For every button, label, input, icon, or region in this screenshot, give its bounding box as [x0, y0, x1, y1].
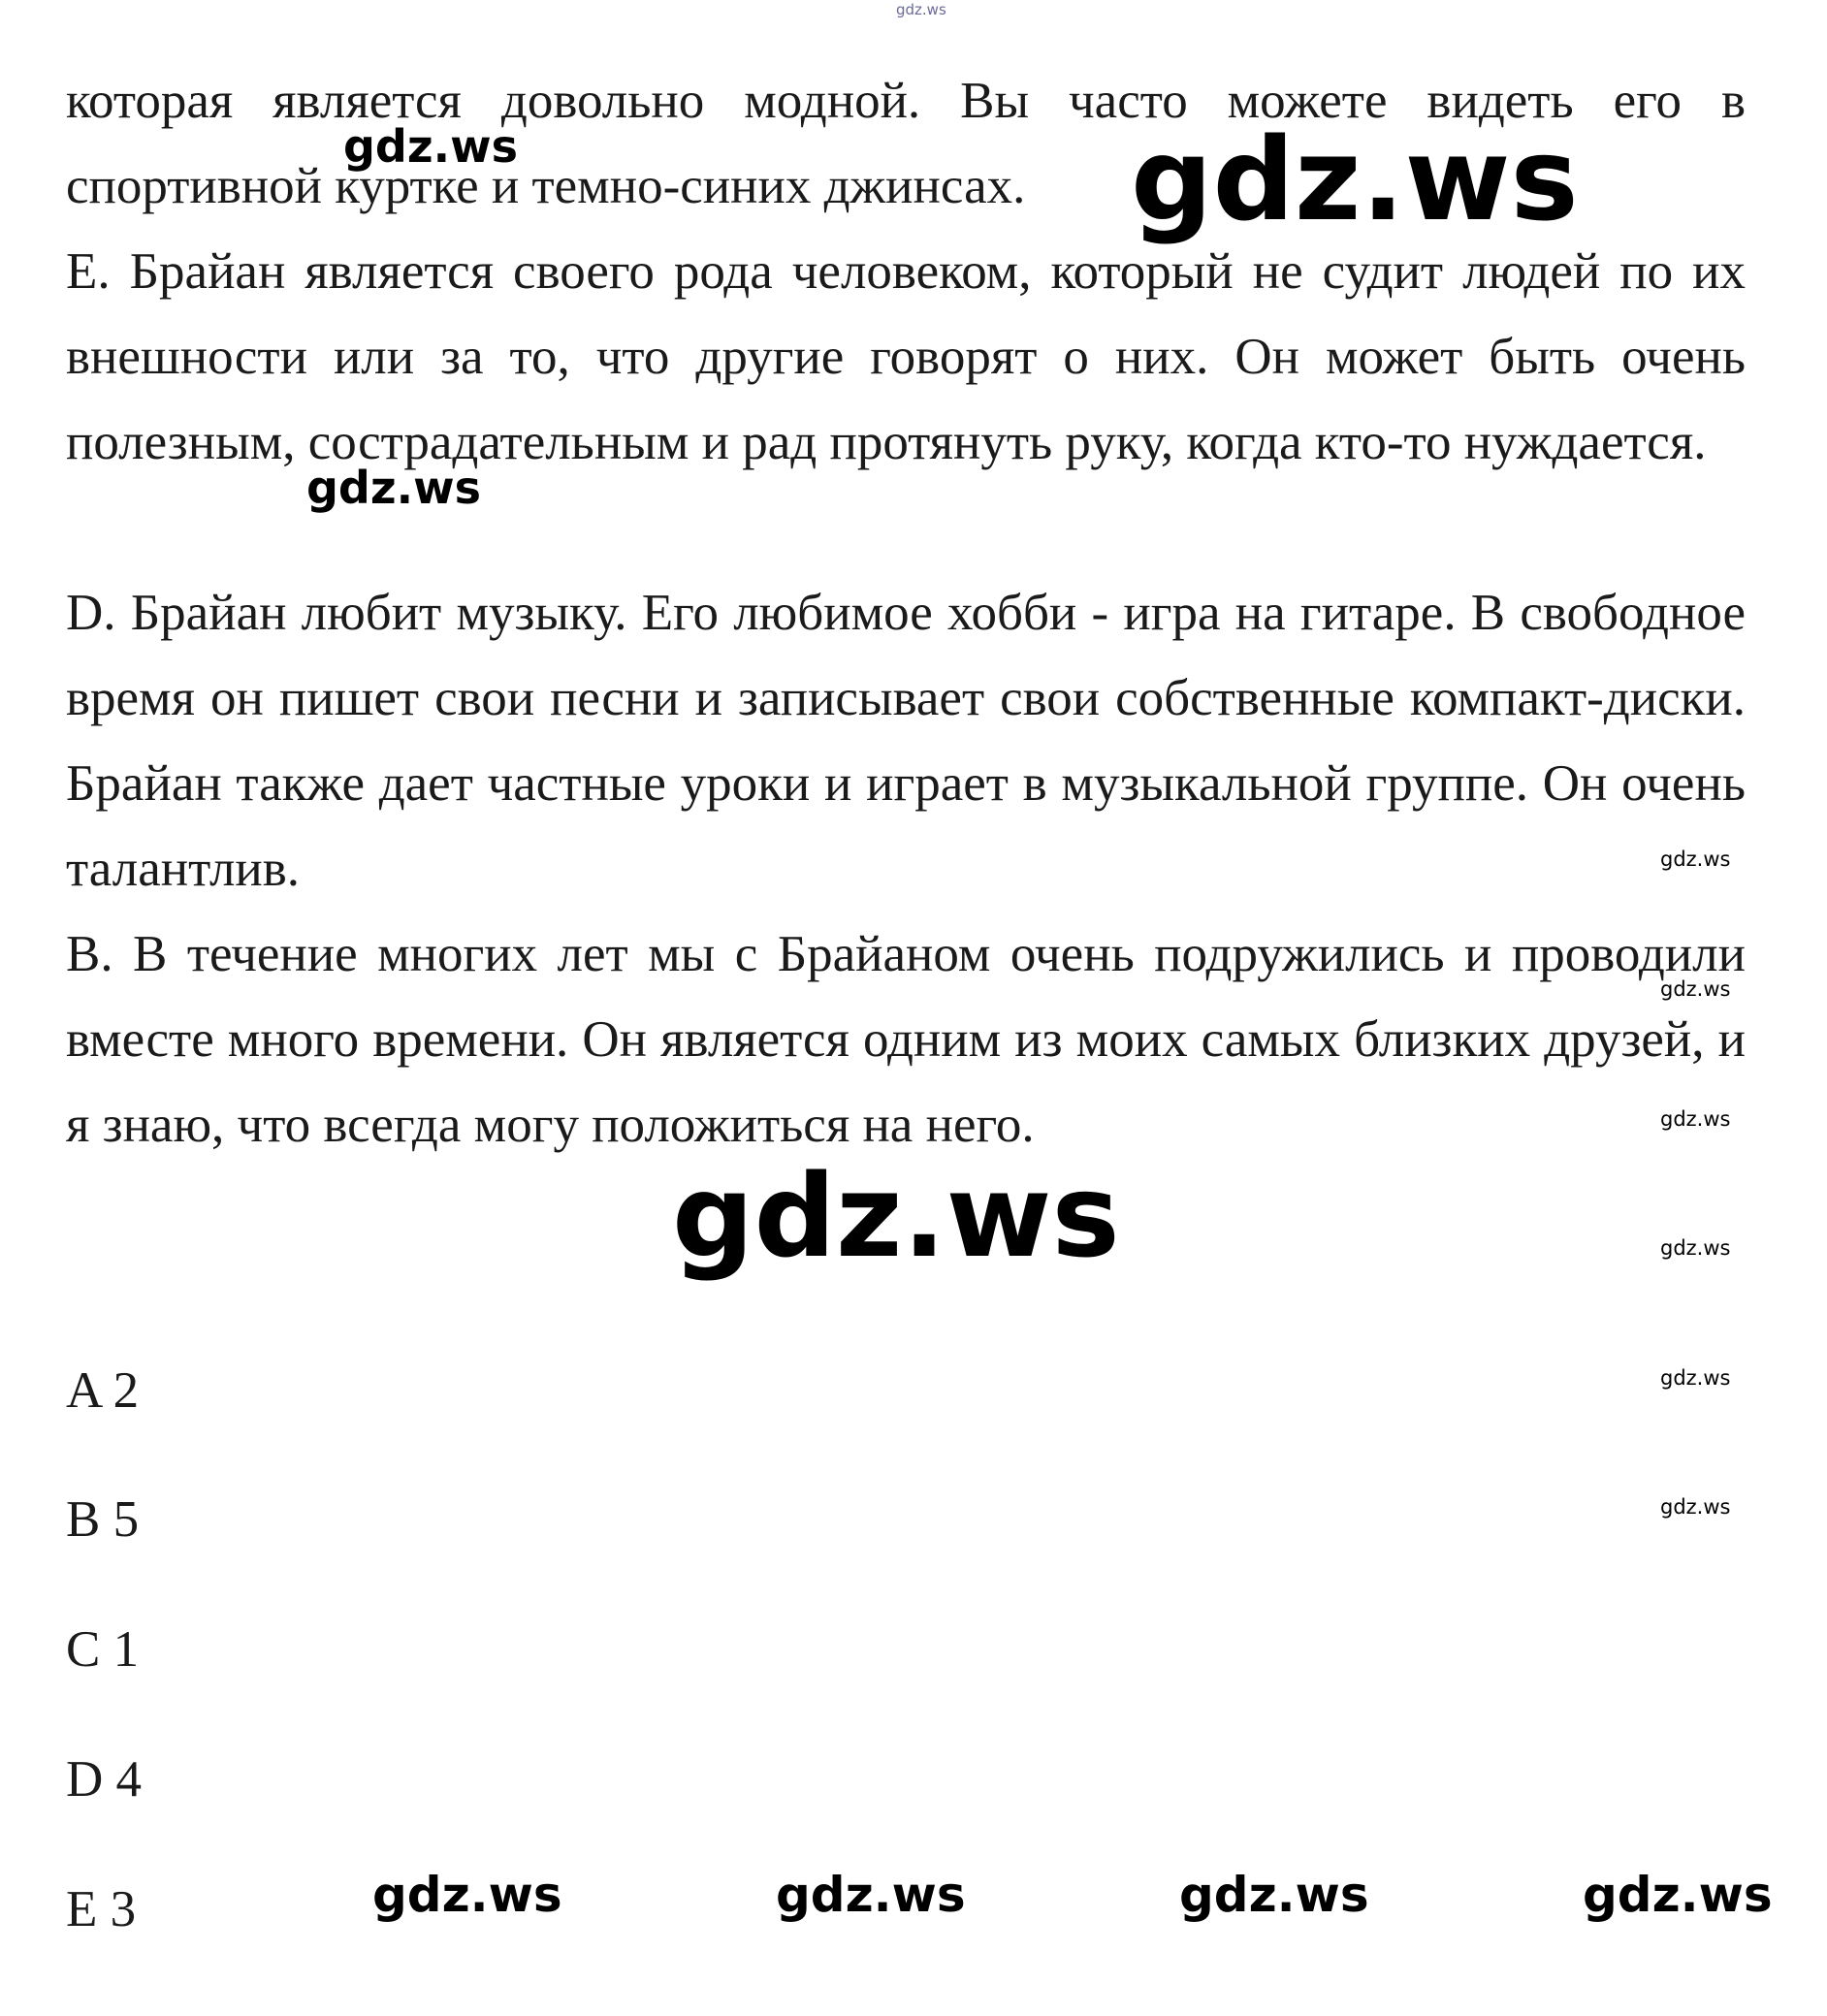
answer-d: D 4: [66, 1751, 143, 1808]
watermark-small: gdz.ws: [1660, 977, 1731, 1001]
watermark-small: gdz.ws: [1660, 1495, 1731, 1519]
watermark-small: gdz.ws: [1660, 1366, 1731, 1390]
paragraph-d: D. Брайан любит музыку. Его любимое хобби - игра на гитаре. В свободное время он пишет свои песни и записывает свои собственные компакт-диски. Брайан также дает частные уроки и играет в музыкальной группе. Он очень талантлив.: [66, 585, 1746, 897]
watermark-small: gdz.ws: [1660, 848, 1731, 871]
answer-a: A 2: [66, 1362, 140, 1419]
answer-e: E 3: [66, 1881, 137, 1937]
watermark-bottom: gdz.ws: [776, 1867, 966, 1923]
watermark-large: gdz.ws: [672, 1149, 1120, 1283]
watermark-medium: gdz.ws: [306, 462, 481, 514]
watermark-bottom: gdz.ws: [372, 1867, 562, 1923]
answer-b: B 5: [66, 1491, 140, 1548]
paragraph-e: E. Брайан является своего рода человеком, который не судит людей по их внешности или за то, что другие говорят о них. Он может быть очень полезным, сострадательным и рад протянуть руку, когда кто-то нуждается.: [66, 243, 1746, 470]
paragraph-b: B. В течение многих лет мы с Брайаном очень подружились и проводили вместе много времени. Он является одним из моих самых близких друзей, и я знаю, что всегда могу положиться на него.: [66, 926, 1746, 1153]
watermark-small: gdz.ws: [1660, 1107, 1731, 1131]
watermark-bottom: gdz.ws: [1583, 1867, 1773, 1923]
paragraph-continuation: которая является довольно модной. Вы часто можете видеть его в спортивной куртке и темно-синих джинсах.: [66, 73, 1746, 214]
watermark-top: gdz.ws: [896, 1, 946, 18]
watermark-bottom: gdz.ws: [1179, 1867, 1369, 1923]
watermark-small: gdz.ws: [1660, 1236, 1731, 1260]
answer-c: C 1: [66, 1621, 140, 1678]
watermark-large: gdz.ws: [1131, 112, 1579, 246]
watermark-medium: gdz.ws: [343, 120, 518, 173]
